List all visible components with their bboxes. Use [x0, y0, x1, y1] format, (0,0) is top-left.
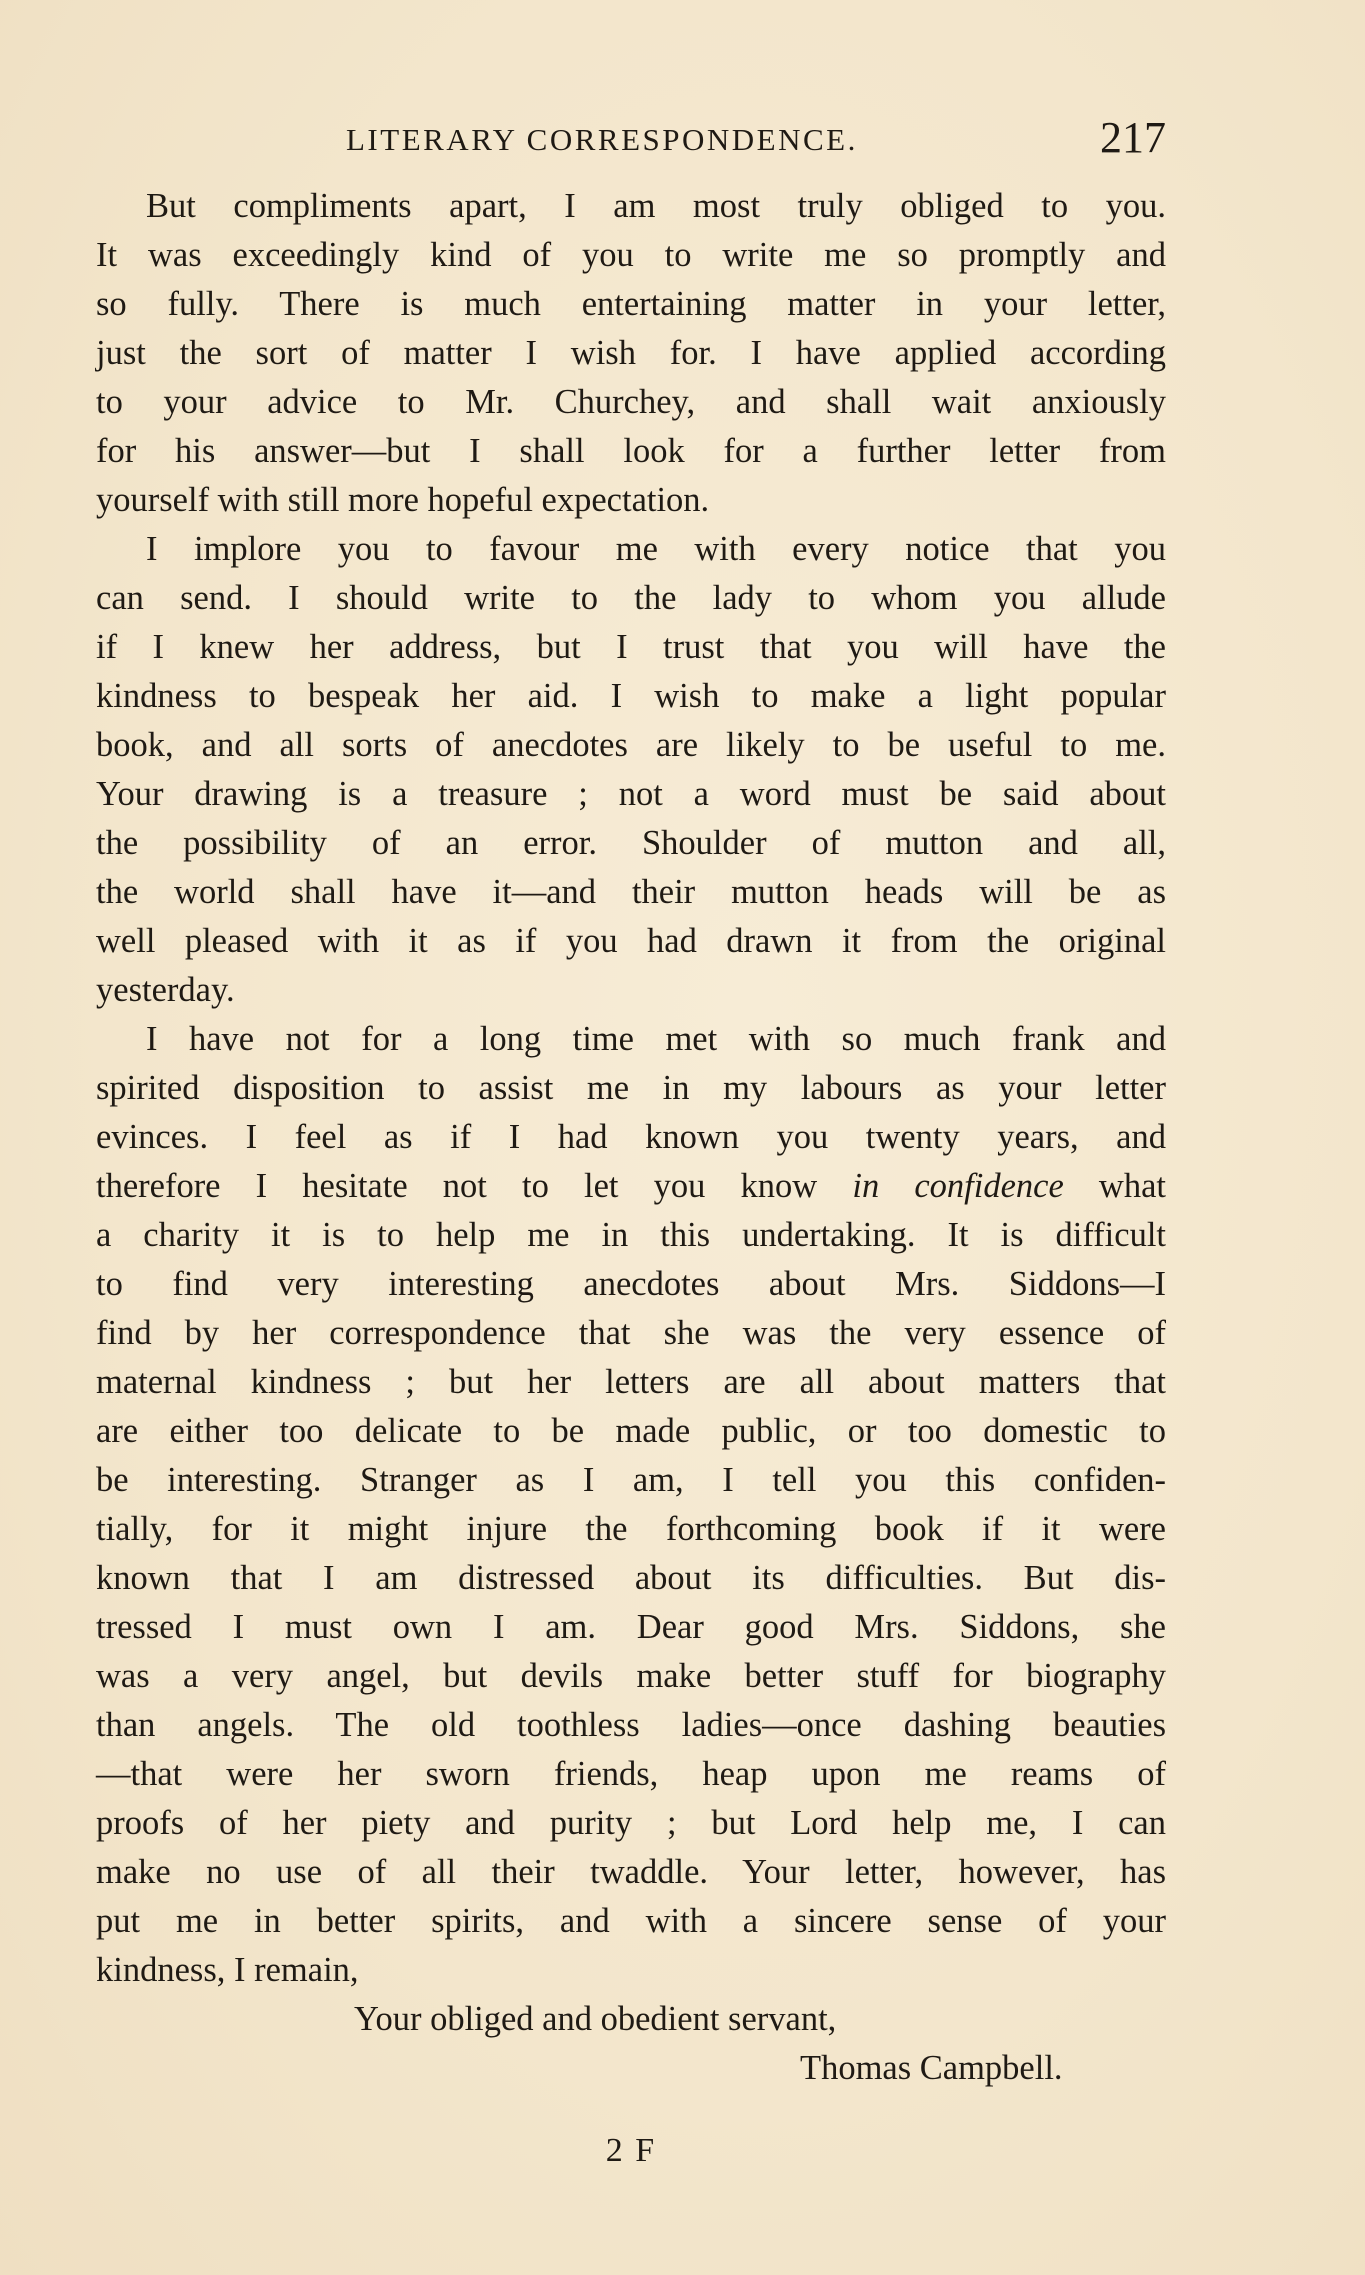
text-line: kindness, I remain,	[96, 1951, 359, 1989]
text-line: tressed I must own I am. Dear good Mrs. Siddons, she	[96, 1608, 1166, 1646]
text-line: to find very interesting anecdotes about Mrs. Siddons—I	[96, 1265, 1166, 1303]
letter-signature: Thomas Campbell.	[800, 2049, 1063, 2087]
text-line: I implore you to favour me with every notice that you	[146, 530, 1166, 568]
page-number: 217	[1100, 113, 1166, 162]
text-segment: what	[1063, 1167, 1166, 1205]
text-line: yourself with still more hopeful expectation.	[96, 481, 710, 519]
text-line: than angels. The old toothless ladies—once dashing beauties	[96, 1706, 1166, 1744]
text-line: known that I am distressed about its difficulties. But dis-	[96, 1559, 1166, 1597]
text-line: was a very angel, but devils make better stuff for biography	[96, 1657, 1166, 1695]
italic-emphasis: in confidence	[852, 1167, 1064, 1205]
text-line: yesterday.	[96, 971, 235, 1009]
text-line: I have not for a long time met with so much frank and	[146, 1020, 1166, 1058]
text-line: the world shall have it—and their mutton heads will be as	[96, 873, 1166, 911]
page-header	[96, 112, 1166, 164]
text-line: Your drawing is a treasure ; not a word must be said about	[96, 775, 1166, 813]
letter-closing: Your obliged and obedient servant,	[354, 2000, 837, 2038]
text-line: evinces. I feel as if I had known you twenty years, and	[96, 1118, 1166, 1156]
text-line: can send. I should write to the lady to whom you allude	[96, 579, 1166, 617]
signature-mark: 2 F	[605, 2132, 657, 2169]
text-line: just the sort of matter I wish for. I have applied according	[96, 334, 1166, 372]
text-line: so fully. There is much entertaining matter in your letter,	[96, 285, 1166, 323]
text-line: if I knew her address, but I trust that you will have the	[96, 628, 1166, 666]
text-line-with-italic	[96, 1162, 1166, 1211]
text-line: —that were her sworn friends, heap upon me reams of	[96, 1755, 1166, 1793]
text-line: kindness to bespeak her aid. I wish to make a light popular	[96, 677, 1166, 715]
text-line: proofs of her piety and purity ; but Lord help me, I can	[96, 1804, 1166, 1842]
running-title: LITERARY CORRESPONDENCE.	[346, 122, 858, 157]
text-line: for his answer—but I shall look for a further letter from	[96, 432, 1166, 470]
text-line: It was exceedingly kind of you to write me so promptly and	[96, 236, 1166, 274]
text-line: are either too delicate to be made public, or too domestic to	[96, 1412, 1166, 1450]
letter-text	[96, 182, 1166, 2093]
text-line: put me in better spirits, and with a sincere sense of your	[96, 1902, 1166, 1940]
text-line: well pleased with it as if you had drawn it from the original	[96, 922, 1166, 960]
text-line: book, and all sorts of anecdotes are likely to be useful to me.	[96, 726, 1166, 764]
text-line: be interesting. Stranger as I am, I tell you this confiden-	[96, 1461, 1166, 1499]
text-line: the possibility of an error. Shoulder of mutton and all,	[96, 824, 1166, 862]
text-line: make no use of all their twaddle. Your letter, however, has	[96, 1853, 1166, 1891]
text-line: to your advice to Mr. Churchey, and shall wait anxiously	[96, 383, 1166, 421]
text-line: spirited disposition to assist me in my labours as your letter	[96, 1069, 1166, 1107]
text-line: a charity it is to help me in this undertaking. It is difficult	[96, 1216, 1166, 1254]
text-line: maternal kindness ; but her letters are all about matters that	[96, 1363, 1166, 1401]
text-line: tially, for it might injure the forthcoming book if it were	[96, 1510, 1166, 1548]
text-segment: therefore I hesitate not to let you know	[96, 1167, 853, 1205]
text-line: find by her correspondence that she was the very essence of	[96, 1314, 1166, 1352]
text-line: But compliments apart, I am most truly obliged to you.	[146, 187, 1166, 225]
